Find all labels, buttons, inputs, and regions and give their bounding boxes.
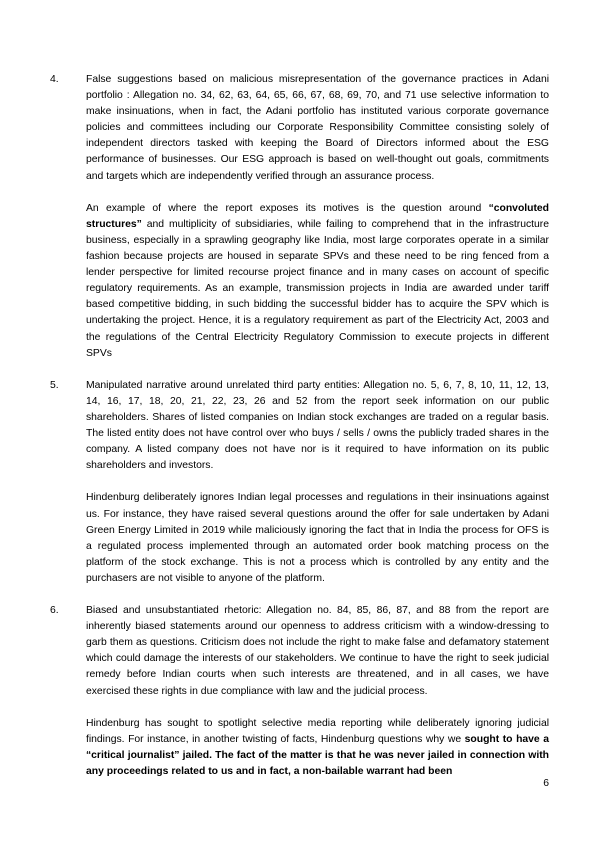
item-number-5: 5. bbox=[50, 379, 59, 391]
paragraph-5a bbox=[86, 378, 549, 475]
item-body-5 bbox=[86, 378, 549, 587]
page-number: 6 bbox=[543, 778, 549, 789]
item-number-4: 4. bbox=[50, 74, 59, 85]
text-run-heavy: sought to have a “critical journalist” jailed. The fact of the matter is that he was never jailed in connection with any proceedings related to us and in fact, a non-bailable warrant had been bbox=[86, 733, 549, 778]
item-body-4 bbox=[86, 72, 549, 362]
item-body-6 bbox=[86, 603, 549, 780]
text-run-bold: “convoluted structures” bbox=[86, 202, 549, 230]
paragraph-6b bbox=[86, 716, 549, 780]
text-run: Hindenburg has sought to spotlight selective media reporting while deliberately ignoring judicial findings. For instance, in another twisting of facts, Hindenburg questions why we bbox=[86, 717, 549, 745]
paragraph-6a bbox=[86, 603, 549, 700]
paragraph-5b bbox=[86, 490, 549, 587]
text-run: False suggestions based on malicious misrepresentation of the governance practices in Adani portfolio : Allegation no. 34, 62, 63, 64, 65, 66, 67, 68, 69, 70, and 71 use selective information to make insinuations, when in fact, the Adani portfolio has instituted various corporate governance policies and committees including our Corporate Responsibility Committee consisting solely of independent directors tasked with keeping the Board of Directors informed about the ESG performance of businesses. Our ESG approach is based on well-thought out goals, commitments and targets which are independently verified through an assurance process. bbox=[86, 74, 549, 182]
paragraph-4b bbox=[86, 201, 549, 362]
numbered-item-6 bbox=[50, 603, 549, 780]
paragraph-4a bbox=[86, 72, 549, 185]
numbered-item-5 bbox=[50, 378, 549, 587]
text-run: Manipulated narrative around unrelated third party entities: Allegation no. 5, 6, 7, 8, 10, 11, 12, 13, 14, 16, 17, 18, 20, 21, 22, 23, 26 and 52 from the report seek information on our public shareholders. Shares of listed companies on Indian stock exchanges are traded on a regular basis. The listed entity does not have control over who buys / sells / owns the publicly traded shares in the company. A listed company does not have nor is it required to have information on its public shareholders and investors. bbox=[86, 379, 549, 472]
text-run: and multiplicity of subsidiaries, while failing to comprehend that in the infrastructure business, especially in a sprawling geography like India, most large corporates operate in a similar fashion because projects are housed in separate SPVs and these need to be ring fenced from a lender perspective for limited recourse project finance and in many cases on account of specific regulatory requirements. As an example, transmission projects in India are awarded under tariff based competitive bidding, in such bidding the successful bidder has to acquire the SPV which is undertaking the project. Hence, it is a regulatory requirement as part of the Electricity Act, 2003 and the regulations of the Central Electricity Regulatory Commission to execute projects in different SPVs bbox=[86, 218, 549, 359]
text-run: Biased and unsubstantiated rhetoric: Allegation no. 84, 85, 86, 87, and 88 from the report are inherently biased statements around our openness to address criticism with a window-dressing to garb them as questions. Criticism does not include the right to make false and defamatory statement which could damage the interests of our stakeholders. We continue to have the right to seek judicial remedy before Indian courts when such interests are threatened, and in all cases, we have exercised these rights in due compliance with law and the judicial process. bbox=[86, 605, 549, 697]
numbered-item-4 bbox=[50, 72, 549, 362]
text-run: An example of where the report exposes its motives is the question around bbox=[86, 202, 489, 214]
item-number-6: 6. bbox=[50, 605, 59, 617]
text-run: Hindenburg deliberately ignores Indian legal processes and regulations in their insinuations against us. For instance, they have raised several questions around the offer for sale undertaken by Adani Green Energy Limited in 2019 while maliciously ignoring the fact that in India the process for OFS is a regulated process implemented through an automated order book matching process on the platform of the stock exchange. This is not a process which is controlled by any entity and the purchasers are not visible to anyone of the platform. bbox=[86, 492, 549, 584]
